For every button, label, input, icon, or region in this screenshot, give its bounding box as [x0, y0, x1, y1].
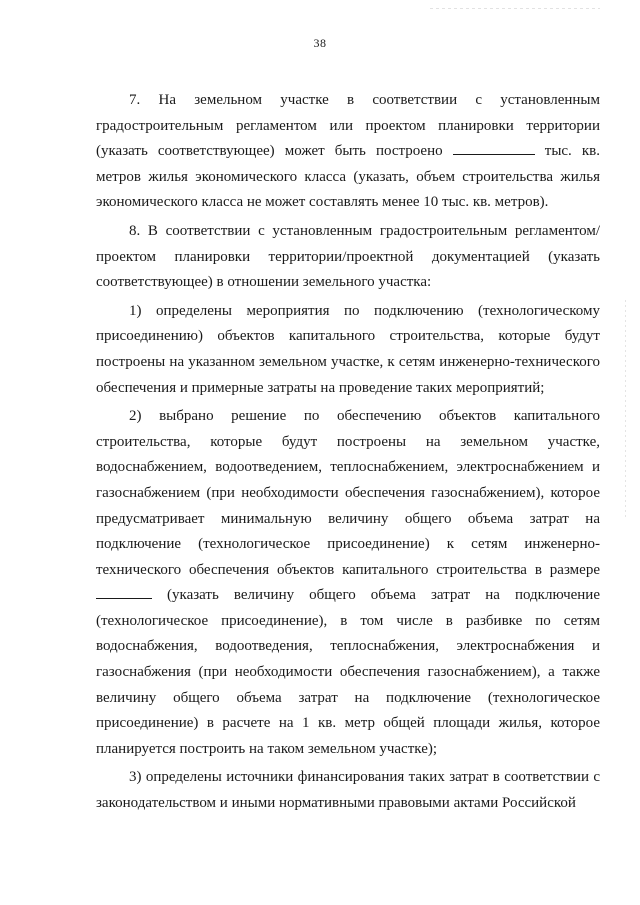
document-body: [96, 88, 600, 820]
paragraph-8-item-2: [96, 404, 600, 762]
paragraph-8-item-2-text-after: (указать величину общего объема затрат на подключение (технологическое присоединение), в том числе в разбивке по сетям водоснабжения, водоотведения, теплоснабжения, электроснабжения и газоснабжения (при необходимости обеспечения газоснабжением), а также величину общего объема затрат на подключение (технологическое присоединение) в расчете на 1 кв. метр общей площади жилья, которое планируется построить на таком земельном участке);: [96, 587, 600, 757]
blank-cost-amount: [96, 586, 152, 599]
paragraph-7-text-after: тыс. кв. метров жилья экономического класса (указать, объем строительства жилья экономического класса не может составлять менее 10 тыс. кв. метров).: [96, 143, 600, 211]
page-number: 38: [313, 36, 327, 50]
paragraph-8-item-3: 3) определены источники финансирования таких затрат в соответствии с законодательством и иными нормативными правовыми актами Российской: [96, 769, 600, 812]
blank-housing-volume: [453, 142, 535, 155]
scan-artifact-top: [430, 8, 600, 9]
paragraph-7: [96, 88, 600, 216]
paragraph-7-text-before: 7. На земельном участке в соответствии с установленным градостроительным регламентом или проектом планировки территории (указать соответствующее) может быть построено: [96, 92, 600, 160]
paragraph-8: 8. В соответствии с установленным градостроительным регламентом/проектом планировки территории/проектной документацией (указать соответствующее) в отношении земельного участка:: [96, 222, 600, 291]
scan-artifact-edge: [625, 300, 626, 520]
paragraph-8-item-2-text-before: 2) выбрано решение по обеспечению объектов капитального строительства, которые будут построены на земельном участке, водоснабжением, водоотведением, теплоснабжением, электроснабжением и газоснабжением (при необходимости обеспечения газоснабжением), которое предусматривает минимальную величину общего объема затрат на подключение (технологическое присоединение) к сетям инженерно-технического обеспечения объектов капитального строительства в размере: [96, 408, 600, 578]
paragraph-8-item-1: 1) определены мероприятия по подключению (технологическому присоединению) объектов капитального строительства, которые будут построены на указанном земельном участке, к сетям инженерно-технического обеспечения и примерные затраты на проведение таких мероприятий;: [96, 302, 600, 396]
